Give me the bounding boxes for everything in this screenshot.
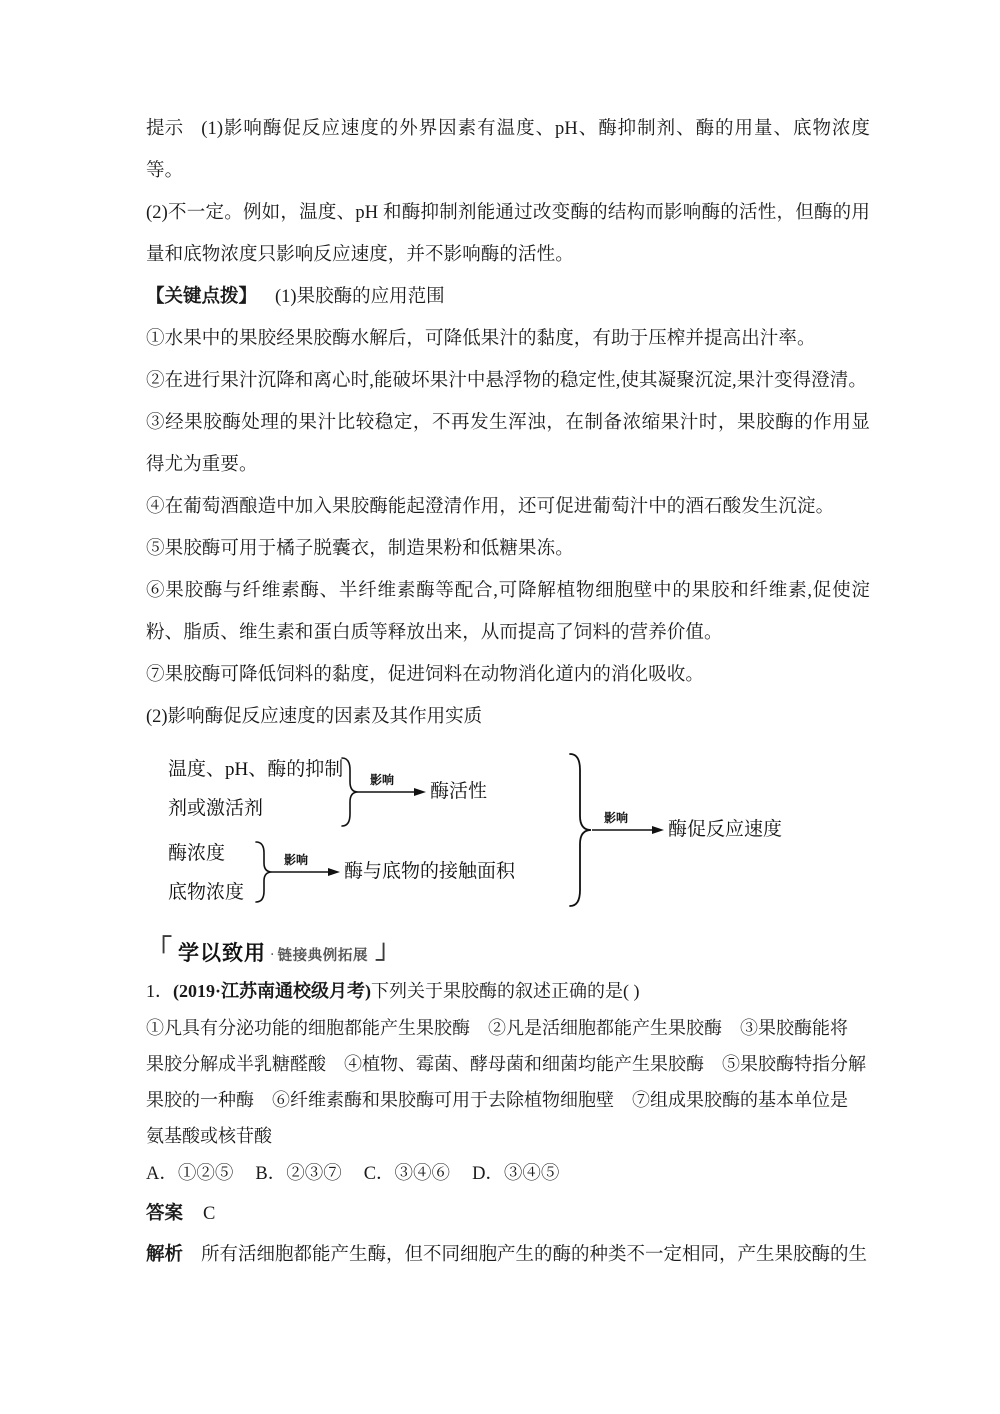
hint-text-1: (1)影响酶促反应速度的外界因素有温度、pH、酶抑制剂、酶的用量、底物浓度等。 (146, 119, 870, 181)
brace-outer (570, 754, 591, 906)
arrow-head-group2 (328, 868, 340, 876)
choice-b[interactable]: B．②③⑦ (255, 1164, 342, 1184)
choice-d[interactable]: D．③④⑤ (472, 1164, 560, 1184)
bracket-open-icon: 「 (146, 935, 173, 965)
arrow-head-outer (652, 826, 664, 834)
answer-value: C (203, 1204, 216, 1224)
apply-banner-subtitle: 链接典例拓展 (277, 947, 369, 964)
key-point-item: ⑦果胶酶可降低饲料的黏度，促进饲料在动物消化道内的消化吸收。 (146, 665, 705, 685)
question-options-line: 果胶的一种酶 ⑥纤维素酶和果胶酶可用于去除植物细胞壁 ⑦组成果胶酶的基本单位是 (146, 1090, 848, 1110)
answer-row (146, 1194, 870, 1234)
key-point-item: ②在进行果汁沉降和离心时,能破坏果汁中悬浮物的稳定性,使其凝聚沉淀,果汁变得澄清。 (146, 371, 867, 391)
key-point-item: ③经果胶酶处理的果汁比较稳定，不再发生浑浊，在制备浓缩果汁时，果胶酶的作用显得尤为重要。 (146, 413, 870, 475)
diagram-group2-line1: 酶浓度 (168, 843, 226, 864)
question-choices (146, 1154, 870, 1194)
diagram-outer-arrow-label: 影响 (604, 811, 629, 825)
question-source: (2019·江苏南通校级月考) (173, 981, 371, 1001)
choice-c[interactable]: C．③④⑥ (363, 1164, 451, 1184)
key-point-item: ①水果中的果胶经果胶酶水解后，可降低果汁的黏度，有助于压榨并提高出汁率。 (146, 329, 816, 349)
diagram-group1-line1: 温度、pH、酶的抑制 (168, 759, 344, 780)
analysis-label: 解析 (146, 1245, 184, 1265)
question-stem (146, 972, 870, 1010)
key-points-heading (146, 276, 870, 318)
hint-paragraph-1 (146, 108, 870, 192)
answer-label: 答案 (146, 1204, 184, 1224)
hint-paragraph-2: (2)不一定。例如，温度、pH 和酶抑制剂能通过改变酶的结构而影响酶的活性，但酶的用量和底物浓度只影响反应速度，并不影响酶的活性。 (146, 203, 870, 265)
page-content (146, 108, 870, 1276)
question-number: 1． (146, 981, 173, 1001)
bracket-close-icon: 」 (375, 935, 402, 965)
key-point-item: ④在葡萄酒酿造中加入果胶酶能起澄清作用，还可促进葡萄汁中的酒石酸发生沉淀。 (146, 497, 835, 517)
analysis-text: 所有活细胞都能产生酶，但不同细胞产生的酶的种类不一定相同，产生果胶酶的生 (201, 1245, 868, 1265)
diagram-group2-line2: 底物浓度 (168, 882, 245, 903)
brace-group1 (342, 758, 358, 826)
question-options-line: 果胶分解成半乳糖醛酸 ④植物、霉菌、酵母菌和细菌均能产生果胶酶 ⑤果胶酶特指分解 (146, 1054, 866, 1074)
diagram-outer-target: 酶促反应速度 (668, 819, 783, 840)
hint-label: 提示 (146, 119, 184, 139)
key-points-subheading-2: (2)影响酶促反应速度的因素及其作用实质 (146, 707, 483, 727)
brace-group2 (256, 842, 272, 902)
key-point-item: ⑤果胶酶可用于橘子脱囊衣，制造果粉和低糖果冻。 (146, 539, 574, 559)
choice-a[interactable]: A．①②⑤ (146, 1164, 234, 1184)
question-text: 下列关于果胶酶的叙述正确的是( ) (371, 981, 640, 1001)
apply-banner-title: 学以致用 (178, 941, 267, 965)
enzyme-factors-diagram (146, 752, 870, 912)
diagram-group1-target: 酶活性 (430, 781, 488, 802)
diagram-group1-line2: 剂或激活剂 (168, 798, 264, 819)
analysis-row (146, 1234, 870, 1276)
apply-section-banner (146, 935, 870, 965)
question-options-line: ①凡具有分泌功能的细胞都能产生果胶酶 ②凡是活细胞都能产生果胶酶 ③果胶酶能将 (146, 1018, 848, 1038)
key-points-heading-title: (1)果胶酶的应用范围 (275, 287, 445, 307)
question-options-line: 氨基酸或核苷酸 (146, 1126, 272, 1146)
apply-banner-dot: · (270, 947, 275, 963)
arrow-head-group1 (414, 788, 426, 796)
diagram-group2-arrow-label: 影响 (284, 853, 309, 867)
diagram-group1-arrow-label: 影响 (370, 773, 395, 787)
diagram-group2-target: 酶与底物的接触面积 (344, 861, 516, 882)
key-points-label: 【关键点拨】 (146, 287, 258, 307)
key-point-item: ⑥果胶酶与纤维素酶、半纤维素酶等配合,可降解植物细胞壁中的果胶和纤维素,促使淀粉、脂质、维生素和蛋白质等释放出来，从而提高了饲料的营养价值。 (146, 581, 870, 643)
